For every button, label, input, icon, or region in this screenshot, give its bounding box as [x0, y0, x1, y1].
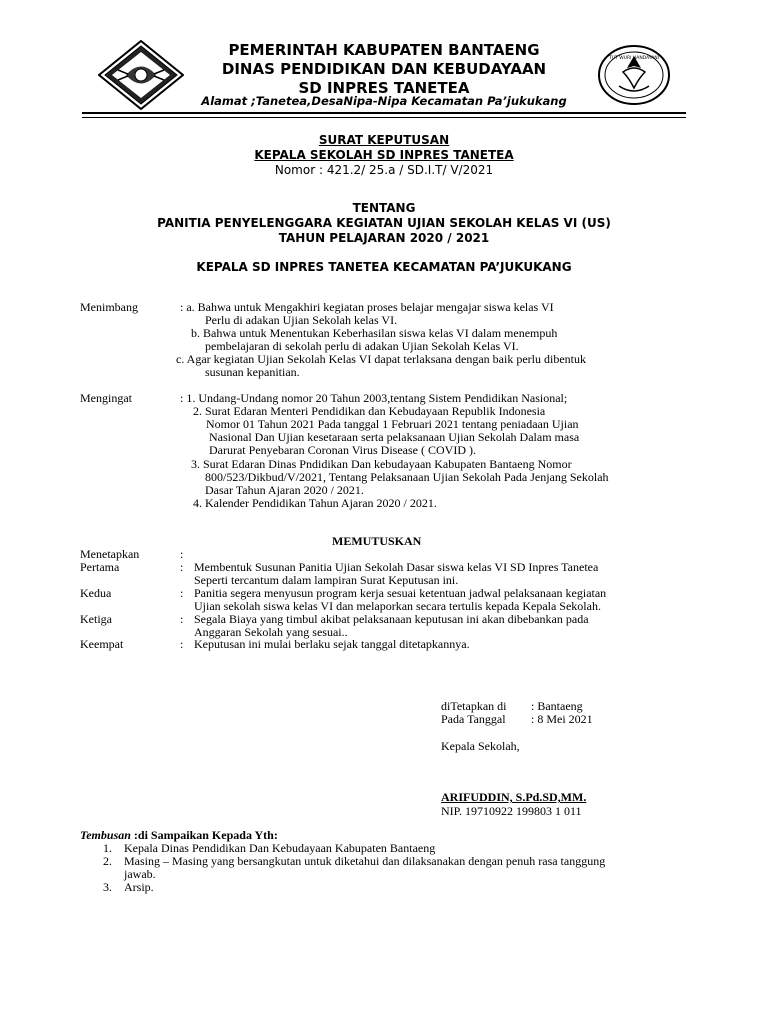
decree-issuer: KEPALA SEKOLAH SD INPRES TANETEA [254, 148, 514, 162]
menimbang-b-line2: pembelajaran di sekolah perlu di adakan Ujian Sekolah Kelas VI. [205, 339, 519, 353]
ketiga-line1: Segala Biaya yang timbul akibat pelaksanaan keputusan ini akan dibebankan pada [194, 612, 589, 626]
ketiga-colon: : [180, 612, 184, 626]
tembusan-label-rest: :di Sampaikan Kepada Yth: [133, 828, 278, 842]
pertama-line2: Seperti tercantum dalam lampiran Surat Keputusan ini. [194, 573, 459, 587]
ditetapkan-label: diTetapkan di [441, 699, 507, 713]
ditetapkan-value: : Bantaeng [531, 699, 583, 713]
mengingat-item-2-line1: 2. Surat Edaran Menteri Pendidikan dan Kebudayaan Republik Indonesia [193, 404, 546, 418]
menimbang-a-line1: : a. Bahwa untuk Mengakhiri kegiatan proses belajar mengajar siswa kelas VI [180, 300, 554, 314]
mengingat-item-2-line3: Nasional Dan Ujian kesetaraan serta pelaksanaan Ujian Sekolah Dalam masa [209, 430, 580, 444]
tembusan-label: Tembusan [80, 828, 134, 842]
ketiga-line2: Anggaran Sekolah yang sesuai.. [194, 625, 348, 639]
principal-heading: KEPALA SD INPRES TANETEA KECAMATAN PA’JUKUKANG [196, 260, 572, 274]
letterhead-rule-thin [82, 117, 686, 118]
menimbang-c-line2: susunan kepanitian. [205, 365, 300, 379]
kedua-colon: : [180, 586, 184, 600]
tanggal-value: : 8 Mei 2021 [531, 712, 593, 726]
kedua-line2: Ujian sekolah siswa kelas VI dan melaporkan secara tertulis kepada Kepala Sekolah. [194, 599, 601, 613]
ketiga-label: Ketiga [80, 612, 112, 626]
mengingat-item-2-line4: Darurat Penyebaran Coronan Virus Disease ( COVID ). [209, 443, 476, 457]
memutuskan-heading: MEMUTUSKAN [332, 534, 422, 548]
tembusan-number-3: 3. [103, 880, 112, 894]
signer-nip: NIP. 19710922 199803 1 011 [441, 804, 582, 818]
signer-role: Kepala Sekolah, [441, 739, 520, 753]
academic-year: TAHUN PELAJARAN 2020 / 2021 [278, 231, 490, 245]
tembusan-item-2-line1: Masing – Masing yang bersangkutan untuk diketahui dan dilaksanakan dengan penuh rasa tanggung [124, 854, 606, 868]
menimbang-b-line1: b. Bahwa untuk Menentukan Keberhasilan siswa kelas VI dalam menempuh [191, 326, 558, 340]
tembusan-number-1: 1. [103, 841, 112, 855]
decree-title: SURAT KEPUTUSAN [318, 133, 450, 147]
menimbang-a-line2: Perlu di adakan Ujian Sekolah kelas VI. [205, 313, 398, 327]
pertama-line1: Membentuk Susunan Panitia Ujian Sekolah Dasar siswa kelas VI SD Inpres Tanetea [194, 560, 599, 574]
mengingat-label: Mengingat [80, 391, 132, 405]
mengingat-item-3-line3: Dasar Tahun Ajaran 2020 / 2021. [205, 483, 364, 497]
menetapkan-label: Menetapkan [80, 547, 140, 561]
menimbang-c-line1: c. Agar kegiatan Ujian Sekolah Kelas VI dapat terlaksana dengan baik perlu dibentuk [176, 352, 586, 366]
keempat-colon: : [180, 637, 184, 651]
mengingat-item-2-line2: Nomor 01 Tahun 2021 Pada tanggal 1 Februari 2021 tentang peniadaan Ujian [206, 417, 579, 431]
tembusan-number-2: 2. [103, 854, 112, 868]
tembusan-item-3: Arsip. [124, 880, 154, 894]
header-department: DINAS PENDIDIKAN DAN KEBUDAYAAN [221, 60, 547, 78]
pertama-colon: : [180, 560, 184, 574]
pertama-label: Pertama [80, 560, 120, 574]
menetapkan-colon: : [180, 547, 184, 561]
tembusan-item-1: Kepala Dinas Pendidikan Dan Kebudayaan Kabupaten Bantaeng [124, 841, 436, 855]
logo-motto-text: TUT WURI HANDAYANI [609, 56, 659, 61]
mengingat-item-4: 4. Kalender Pendidikan Tahun Ajaran 2020 / 2021. [193, 496, 437, 510]
mengingat-item-3-line1: 3. Surat Edaran Dinas Pndidikan Dan kebudayaan Kabupaten Bantaeng Nomor [191, 457, 572, 471]
committee-title: PANITIA PENYELENGGARA KEGIATAN UJIAN SEKOLAH KELAS VI (US) [157, 216, 611, 230]
header-school: SD INPRES TANETEA [298, 79, 470, 97]
header-address: Alamat ;Tanetea,DesaNipa-Nipa Kecamatan Pa’jukukang [201, 94, 567, 108]
header-government: PEMERINTAH KABUPATEN BANTAENG [228, 41, 540, 59]
about-label: TENTANG [352, 201, 416, 215]
kedua-line1: Panitia segera menyusun program kerja sesuai ketentuan jadwal pelaksanaan kegiatan [194, 586, 607, 600]
mengingat-item-1: : 1. Undang-Undang nomor 20 Tahun 2003,tentang Sistem Pendidikan Nasional; [180, 391, 568, 405]
tanggal-label: Pada Tanggal [441, 712, 506, 726]
menimbang-label: Menimbang [80, 300, 138, 314]
letterhead-rule-thick [82, 112, 686, 114]
tembusan-item-2-line2: jawab. [124, 867, 156, 881]
signer-name: ARIFUDDIN, S.Pd.SD,MM. [441, 790, 587, 804]
keempat-line1: Keputusan ini mulai berlaku sejak tanggal ditetapkannya. [194, 637, 470, 651]
decree-number: Nomor : 421.2/ 25.a / SD.I.T/ V/2021 [274, 163, 494, 177]
keempat-label: Keempat [80, 637, 124, 651]
mengingat-item-3-line2: 800/523/Dikbud/V/2021, Tentang Pelaksanaan Ujian Sekolah Pada Jenjang Sekolah [205, 470, 609, 484]
kedua-label: Kedua [80, 586, 112, 600]
